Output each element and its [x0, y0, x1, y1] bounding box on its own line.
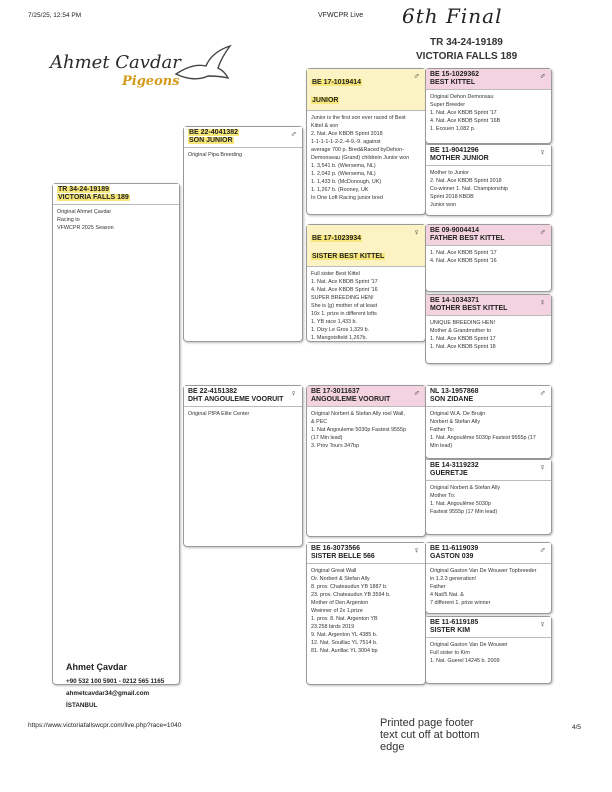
- dsd-line: Fastest 9555p (17 Min lead): [430, 509, 498, 515]
- male-icon: ♂: [539, 388, 546, 398]
- dds-line: Original Gaston Van De Wouwer Topbreeder: [430, 568, 537, 574]
- ssd-ring: BE 11-9041296: [430, 147, 479, 154]
- main-line: Racing to: [57, 217, 80, 223]
- male-icon: ♂: [539, 71, 546, 81]
- dd-line: Mother of Den Argenton: [311, 600, 369, 606]
- dsd-name: GUERETJE: [430, 470, 468, 477]
- dss-name: SON ZIDANE: [430, 396, 474, 403]
- female-icon: ♀: [290, 388, 297, 398]
- ss-ring: BE 17-1019414: [312, 79, 362, 86]
- ss-name: JUNIOR: [312, 97, 339, 104]
- sds-line: 1. Nat. Ace KBDB Sprint '17: [430, 250, 497, 256]
- ssd-line: Co-winner 1. Nat. Championship: [430, 186, 508, 192]
- ss-line: 2. Nat. Ace KBDB Sprint 2018: [311, 131, 383, 137]
- ss-line: In One Loft Racing junior bred: [311, 195, 383, 201]
- dd-line: 23.258 birds 2019: [311, 624, 355, 630]
- ssd-line: Sprint 2018 KBDB: [430, 194, 474, 200]
- dd-line: 81. Nat. Aurillac YL 3004 bp: [311, 648, 378, 654]
- dove-icon: [174, 44, 234, 88]
- ss-line: Junior is the first son ever raced of Best: [311, 115, 406, 121]
- dds-ring: BE 11-6119039: [430, 545, 479, 552]
- dd-line: 9. Nat. Argenton YL 4385 b.: [311, 632, 378, 638]
- print-url[interactable]: https://www.victoriafallswcpr.com/live.php?race=1040: [28, 722, 182, 729]
- main-ring: TR 34-24-19189: [58, 186, 109, 193]
- card-sds[interactable]: [425, 224, 552, 292]
- dsd-line: Mother To:: [430, 493, 456, 499]
- card-dam[interactable]: [183, 385, 303, 547]
- sdd-line: 1. Nat. Ace KBDB Sprint 18: [430, 344, 496, 350]
- card-main-pigeon[interactable]: [52, 183, 180, 685]
- sd-line: SUPER BREEDING HEN!: [311, 295, 374, 301]
- ds-ring: BE 17-3011637: [311, 388, 360, 395]
- header-ring: TR 34-24-19189: [430, 37, 503, 48]
- ssd-line: 2. Nat. Ace KBDB Sprint 2018: [430, 178, 502, 184]
- sss-ring: BE 15-1029362: [430, 71, 480, 78]
- ddd-line: Original Gaston Van De Wouwer: [430, 642, 508, 648]
- sdd-line: 1. Nat. Ace KBDB Sprint 17: [430, 336, 496, 342]
- ds-name: ANGOULEME VOORUIT: [311, 396, 391, 403]
- ds-line: 1. Nat Angouleme 5030p Fastest 9555p: [311, 427, 407, 433]
- card-sss[interactable]: [425, 68, 552, 144]
- sd-line: 1. Dizy Le Gros 1,329 b.: [311, 327, 370, 333]
- dss-line: Min lead): [430, 443, 453, 449]
- female-icon: ♀: [413, 227, 420, 237]
- ddd-line: 1. Nat. Guerel 14245 b. 2009: [430, 658, 500, 664]
- dds-line: 4 Nat/5 Nat. &: [430, 592, 464, 598]
- ds-line: 3. Prov Tours 347bp: [311, 443, 360, 449]
- dss-line: Original W.A. De Bruijn: [430, 411, 486, 417]
- dsd-line: 1. Nat. Angoulême 5030p: [430, 501, 491, 507]
- male-icon: ♂: [413, 388, 420, 398]
- footer-city: İSTANBUL: [66, 702, 98, 709]
- ss-line: 1. 1,433 b. (McDonough, UK): [311, 179, 382, 185]
- sd-line: 10x 1. prize in different lofts: [311, 311, 377, 317]
- sd-line: 1. Nat. Ace KBDB Sprint '17: [311, 279, 378, 285]
- ssd-name: MOTHER JUNIOR: [430, 155, 489, 162]
- dds-name: GASTON 039: [430, 553, 474, 560]
- sss-name: BEST KITTEL: [430, 79, 476, 86]
- dd-line: Or. Norbert & Stefan Ally: [311, 576, 370, 582]
- sds-ring: BE 09-9004414: [430, 227, 480, 234]
- ss-line: Demonseau (Grand) childrein Junior won: [311, 155, 410, 161]
- sire-name: SON JUNIOR: [189, 137, 233, 144]
- sds-name: FATHER BEST KITTEL: [430, 235, 505, 242]
- sss-line: Original Dehon Demonsau: [430, 94, 494, 100]
- logo-main-text: Ahmet Cavdar: [50, 52, 181, 73]
- ss-line: 1. 2,042 p. (Wiersema, NL): [311, 171, 376, 177]
- ss-line: Kittel & son: [311, 123, 339, 129]
- sds-line: 4. Nat. Ace KBDB Sprint '16: [430, 258, 497, 264]
- sdd-line: Mother & Grandmother to: [430, 328, 492, 334]
- sd-line: 1. YB race 1,433 b.: [311, 319, 358, 325]
- ddd-line: Full sister to Kim: [430, 650, 470, 656]
- site-title: VFWCPR Live: [318, 12, 364, 19]
- cut-off-text: Printed page footer text cut off at bottom edge: [380, 717, 480, 753]
- sdd-ring: BE 14-1034371: [430, 297, 480, 304]
- ds-line: (17 Min lead): [311, 435, 343, 441]
- male-icon: ♂: [413, 71, 420, 81]
- dds-line: in 1.2.3 generation!: [430, 576, 477, 582]
- header-race: VICTORIA FALLS 189: [416, 51, 518, 62]
- card-ddd[interactable]: [425, 616, 552, 684]
- main-name: VICTORIA FALLS 189: [58, 194, 129, 201]
- dsd-ring: BE 14-3119232: [430, 462, 479, 469]
- dd-line: 8. prov. Chateaudun YB 1887 b.: [311, 584, 388, 590]
- card-dam-dam[interactable]: [306, 542, 426, 685]
- card-sdd[interactable]: [425, 294, 552, 364]
- dd-line: Original Great Wall: [311, 568, 357, 574]
- sdd-line: UNIQUE BREEDING HEN!: [430, 320, 495, 326]
- male-icon: ♂: [290, 129, 297, 139]
- handwritten-note: 6th Final: [402, 4, 503, 28]
- dds-line: Father: [430, 584, 446, 590]
- card-dss[interactable]: [425, 385, 552, 459]
- sd-name: SISTER BEST KITTEL: [312, 253, 385, 260]
- sss-line: 4. Nat. Ace KBDB Sprint '16B: [430, 118, 501, 124]
- ss-line: 1. 3,541 b. (Wiersema, NL): [311, 163, 376, 169]
- print-datetime: 7/25/25, 12:54 PM: [28, 12, 82, 19]
- sd-ring: BE 17-1023934: [312, 235, 362, 242]
- page-number: 4/5: [572, 724, 582, 731]
- ssd-line: Mother to Junior: [430, 170, 469, 176]
- sdd-name: MOTHER BEST KITTEL: [430, 305, 508, 312]
- card-dam-sire[interactable]: [306, 385, 426, 537]
- dds-line: 7 different 1. prize winner: [430, 600, 491, 606]
- male-icon: ♂: [539, 227, 546, 237]
- female-icon: ♀: [539, 619, 546, 629]
- sire-line: Original Pipa Breeding: [188, 152, 242, 158]
- dss-ring: NL 13-1957868: [430, 388, 479, 395]
- dsd-line: Original Norbert & Stefan Ally: [430, 485, 501, 491]
- female-icon: ♀: [539, 147, 546, 157]
- dd-line: 1. prov. 8. Nat. Argenton YB: [311, 616, 378, 622]
- dam-name: DHT ANGOULEME VOORUIT: [188, 396, 284, 403]
- ds-line: & PEC: [311, 419, 328, 425]
- female-icon: ♀: [539, 462, 546, 472]
- sd-line: 4. Nat. Ace KBDB Sprint '16: [311, 287, 378, 293]
- logo: [44, 44, 234, 104]
- sss-line: Super Breeder: [430, 102, 466, 108]
- ss-line: 1. 1,267 b. (Rooney, UK: [311, 187, 369, 193]
- sd-line: She is (g) mother of at least: [311, 303, 378, 309]
- dd-name: SISTER BELLE 566: [311, 553, 375, 560]
- card-sire[interactable]: [183, 126, 303, 342]
- card-dsd[interactable]: [425, 459, 552, 535]
- footer-email[interactable]: ahmetcavdar34@gmail.com: [66, 690, 150, 697]
- footer-name: Ahmet Çavdar: [66, 662, 128, 672]
- dd-line: Wwinner of 2x 1.prize: [311, 608, 363, 614]
- ds-line: Original Norbert & Stefan Ally roel Wall,: [311, 411, 405, 417]
- ddd-name: SISTER KIM: [430, 627, 471, 634]
- sd-line: 1. Mangotsfield 1,267b.: [311, 335, 368, 341]
- dd-line: 23. prov. Chateaudun YB 3594 b.: [311, 592, 391, 598]
- ddd-ring: BE 11-6119185: [430, 619, 479, 626]
- dss-line: Father To:: [430, 427, 455, 433]
- dss-line: Norbert & Stefan Ally: [430, 419, 481, 425]
- sire-ring: BE 22-4041382: [189, 129, 239, 136]
- footer-phones: +90 532 100 5901 - 0212 565 1165: [66, 678, 165, 685]
- dd-line: 12. Nat. Souillac YL 7514 b.: [311, 640, 378, 646]
- dam-ring: BE 22-4151382: [188, 388, 238, 395]
- ssd-line: Junior won: [430, 202, 457, 208]
- dss-line: 1. Nat. Angoulême 5030p Fastest 9555p (17: [430, 435, 536, 441]
- card-dds[interactable]: [425, 542, 552, 614]
- dd-ring: BE 16-3073566: [311, 545, 361, 552]
- logo-sub-text: Pigeons: [122, 74, 180, 89]
- ss-line: 1-1-1-1-1-2-2.-4-9.-9. against: [311, 139, 381, 145]
- main-line: VFWCPR 2025 Season: [57, 225, 114, 231]
- female-icon: ♀: [539, 297, 546, 307]
- card-sire-sire[interactable]: [306, 68, 426, 215]
- card-sire-dam[interactable]: [306, 224, 426, 342]
- sd-line: Full sister Best Kittel: [311, 271, 360, 277]
- female-icon: ♀: [413, 545, 420, 555]
- dam-line: Original PIPA Elite Center: [188, 411, 250, 417]
- male-icon: ♂: [539, 545, 546, 555]
- sss-line: 1. Ecouen 1,082 p.: [430, 126, 476, 132]
- main-line: Original Ahmet Çavdar: [57, 209, 112, 215]
- card-ssd[interactable]: [425, 144, 552, 216]
- sss-line: 1. Nat. Ace KBDB Sprint '17: [430, 110, 497, 116]
- ss-line: average 700 p. Bred&Raced byDehon-: [311, 147, 404, 153]
